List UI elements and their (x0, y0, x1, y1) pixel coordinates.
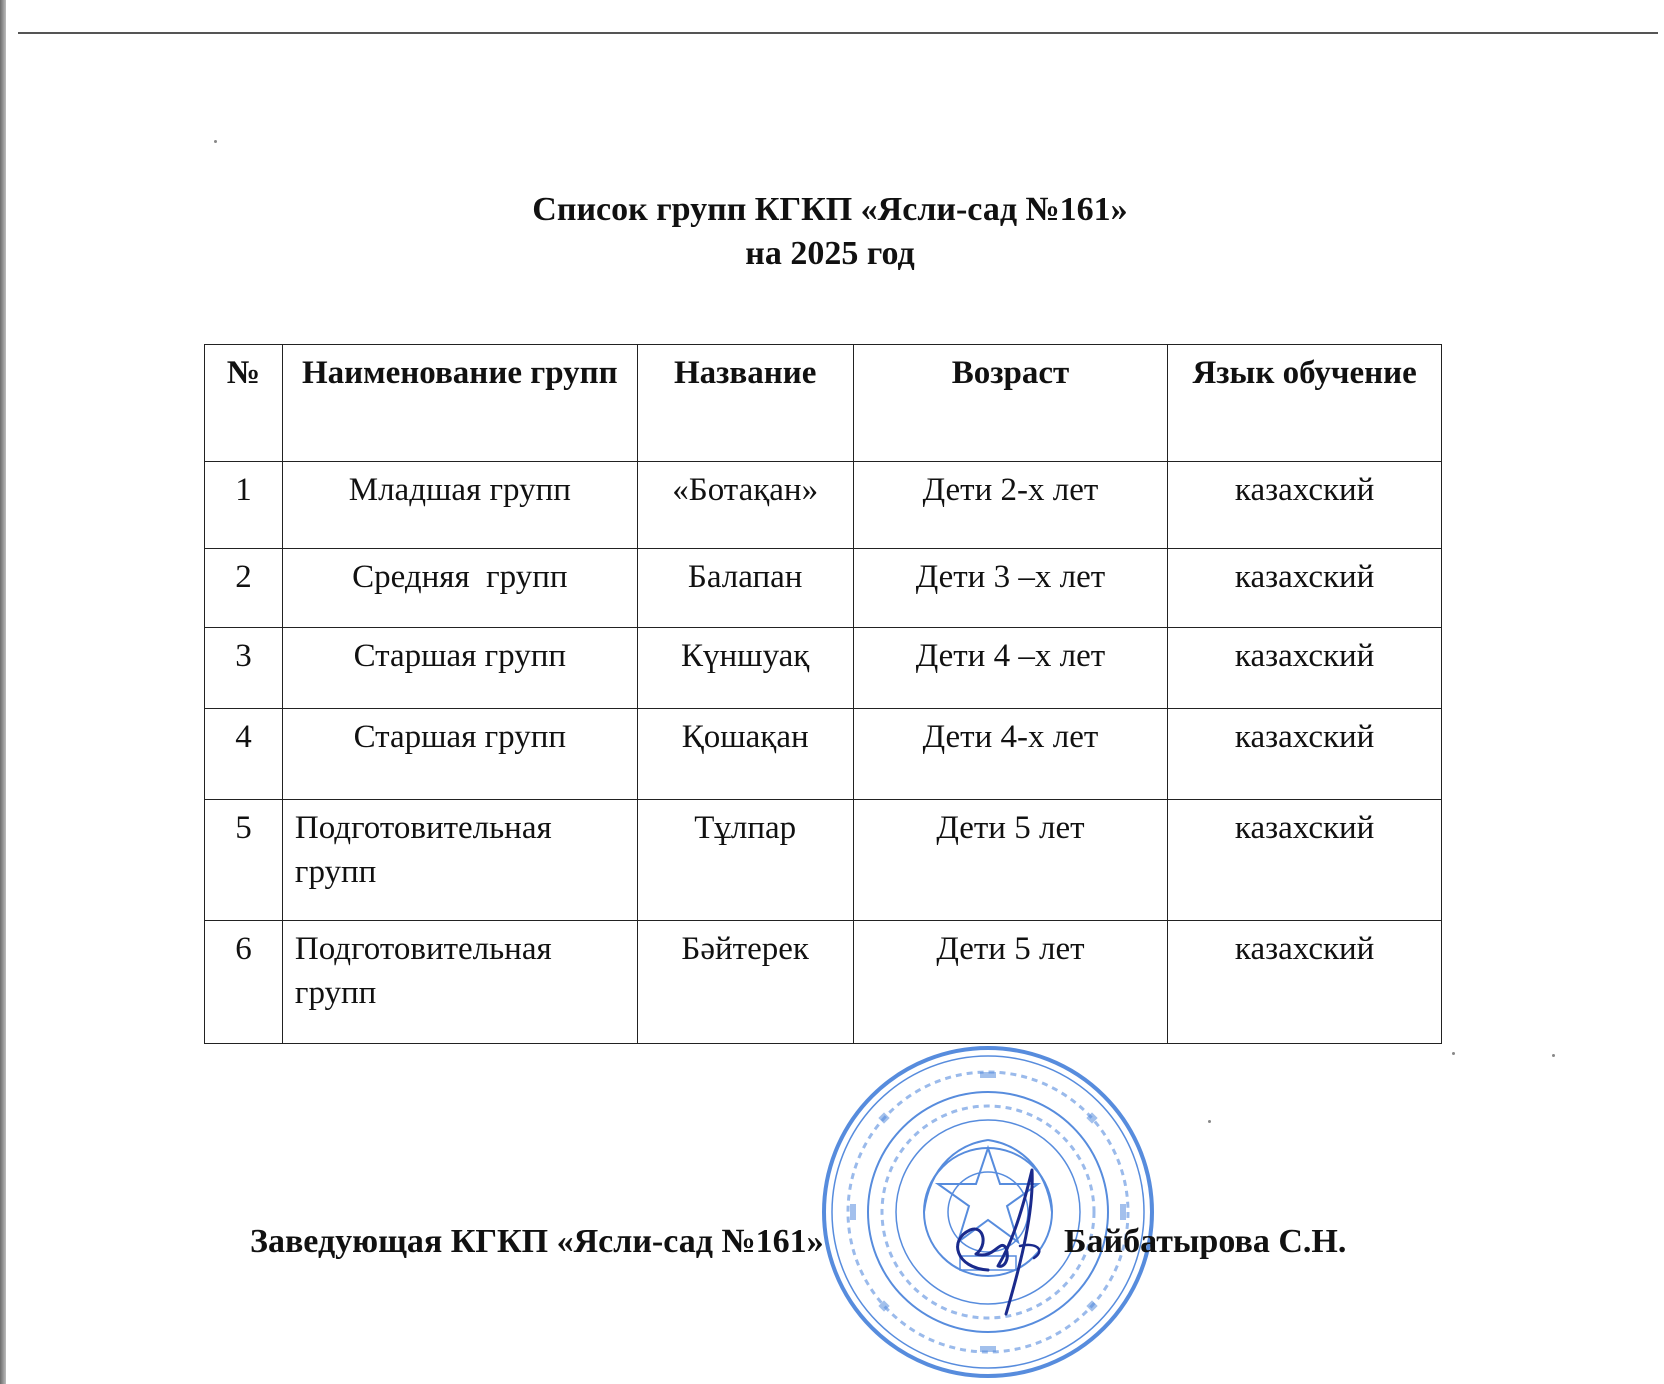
footer-position: Заведующая КГКП «Ясли-сад №161» (250, 1223, 824, 1260)
cell-group-type: Младшая групп (282, 462, 637, 549)
cell-age: Дети 4 –х лет (853, 628, 1168, 709)
header-language: Язык обучение (1168, 345, 1442, 462)
table-header-row (205, 345, 1442, 462)
scan-speck (1208, 1120, 1211, 1123)
top-rule (18, 32, 1658, 34)
cell-num: 6 (205, 921, 283, 1044)
cell-age: Дети 5 лет (853, 921, 1168, 1044)
cell-group-type: Старшая групп (282, 709, 637, 800)
cell-name: Бәйтерек (637, 921, 853, 1044)
cell-group-type: Средняя групп (282, 549, 637, 628)
table-row (205, 921, 1442, 1044)
cell-age: Дети 3 –х лет (853, 549, 1168, 628)
cell-num: 1 (205, 462, 283, 549)
table-row (205, 800, 1442, 921)
cell-language: казахский (1168, 462, 1442, 549)
header-group-type: Наименование групп (282, 345, 637, 462)
cell-age: Дети 4-х лет (853, 709, 1168, 800)
cell-group-type: Старшая групп (282, 628, 637, 709)
cell-group-type: Подготовительная групп (282, 800, 637, 921)
cell-language: казахский (1168, 709, 1442, 800)
scan-speck (214, 140, 217, 143)
cell-num: 3 (205, 628, 283, 709)
title-line-2: на 2025 год (745, 235, 915, 272)
cell-language: казахский (1168, 800, 1442, 921)
table-row (205, 709, 1442, 800)
cell-num: 5 (205, 800, 283, 921)
header-num: № (205, 345, 283, 462)
cell-name: «Ботақан» (637, 462, 853, 549)
document-title (400, 188, 1260, 276)
cell-group-type: Подготовительная групп (282, 921, 637, 1044)
table-row (205, 549, 1442, 628)
cell-language: казахский (1168, 921, 1442, 1044)
table-row (205, 628, 1442, 709)
title-line-1: Список групп КГКП «Ясли-сад №161» (532, 191, 1128, 228)
scan-left-edge (0, 0, 6, 1384)
footer-person-name: Байбатырова С.Н. (1064, 1223, 1347, 1260)
cell-num: 2 (205, 549, 283, 628)
cell-num: 4 (205, 709, 283, 800)
cell-age: Дети 2-х лет (853, 462, 1168, 549)
cell-name: Тұлпар (637, 800, 853, 921)
cell-name: Қошақан (637, 709, 853, 800)
cell-name: Күншуақ (637, 628, 853, 709)
cell-language: казахский (1168, 628, 1442, 709)
scan-speck (1552, 1054, 1555, 1057)
scan-speck (1452, 1052, 1455, 1055)
table-row (205, 462, 1442, 549)
cell-language: казахский (1168, 549, 1442, 628)
cell-name: Балапан (637, 549, 853, 628)
header-name: Название (637, 345, 853, 462)
cell-age: Дети 5 лет (853, 800, 1168, 921)
header-age: Возраст (853, 345, 1168, 462)
groups-table (204, 344, 1442, 1044)
handwritten-signature (936, 1150, 1056, 1320)
